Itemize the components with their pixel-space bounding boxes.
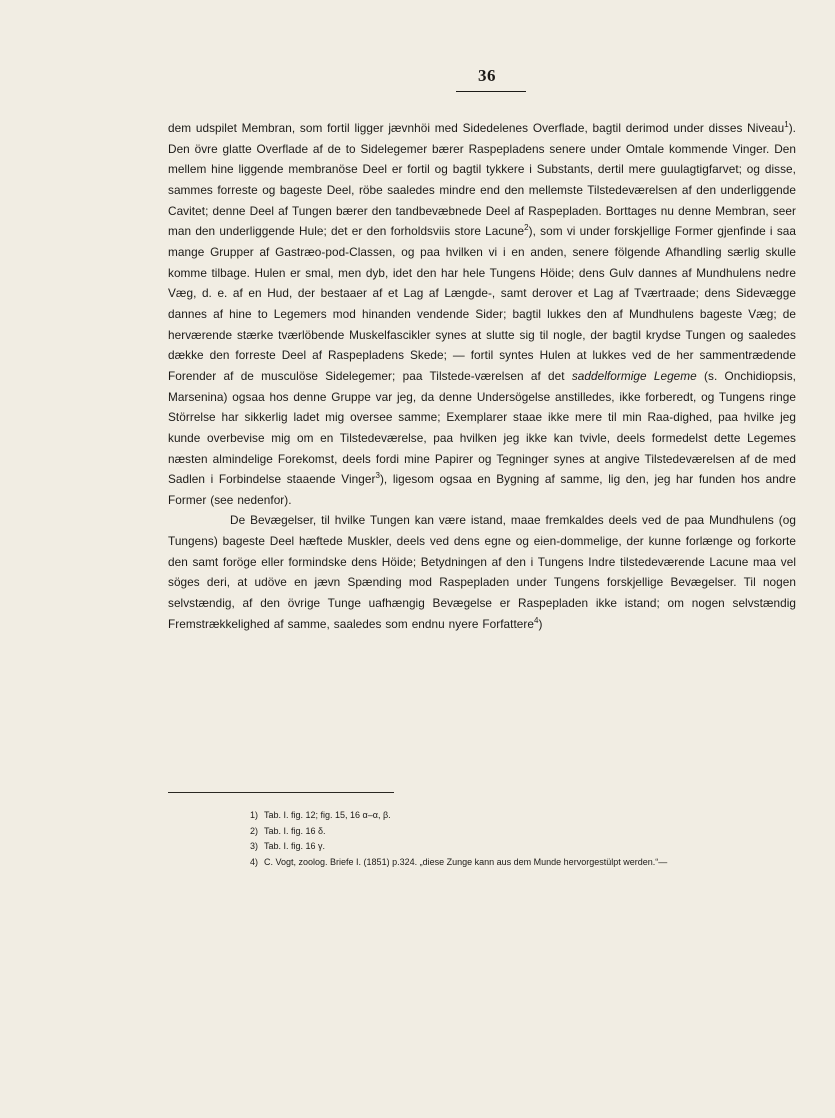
footnote-mark: 1) [250,810,259,820]
emphasis-term: saddelformige Legeme [571,368,697,383]
footnote-text: Tab. I. fig. 16 γ. [264,841,326,852]
paragraph-2 [168,510,796,634]
footnote-ref-4: 4 [534,615,539,625]
footnote-3 [250,839,810,855]
footnote-1 [250,808,810,824]
text-run: ), som vi under forskjellige Former gjenfinde i saa mange Grupper af Gastræo-pod-Classen, og paa hvilken vi i en anden, senere fölgende Afhandling særlig skulle komme tilbage. Hulen er smal, men dyb, idet den har hele Tungens Höide; dens Gulv dannes af Mundhulens nedre Væg, d. e. af en Hud, der bestaaer af et Lag af Længde-, samt derover et Lag af Tværtraade; dens Sidevægge dannes af hine to Legemers mod hinanden vendende Sider; bagtil lukkes den af Mundhulens bageste Væg; de herværende stærke tværlöbende Muskelfascikler synes at slutte sig til nogle, der bagtil krydse Tungen og saaledes dække den forreste Deel af Raspepladens Skede; — fortil syntes Hulen at lukkes ved de her sammentrædende Forender af de musculöse Sidelegemer; paa Tilstede-værelsen af det [168,224,796,383]
footnote-ref-3: 3 [375,471,380,481]
footnote-text: Tab. I. fig. 16 δ. [264,825,326,836]
text-run: ), ligesom ogsaa en Bygning af samme, lig den, jeg har funden hos andre Former (see nedenfor). [168,472,797,507]
paragraph-1 [168,118,796,510]
page-number: 36 [478,66,496,85]
text-run: (s. Onchidiopsis, Marsenina) ogsaa hos denne Gruppe var jeg, da denne Undersögelse anstilledes, ikke forberedt, og Tungens ringe Störrelse har sikkerlig ladet mig oversee samme; Exemplarer staae ikke mere til min Raa-dighed, paa hvilke jeg kunde overbevise mig om en Tilstedeværelse, paa hvilken jeg ikke kan tvivle, deels formedelst dette Legemes næsten almindelige Forekomst, deels fordi mine Papirer og Tegninger synes at angive Tilstedeværelsen af de med Sadlen i Forbindelse staaende Vinger [168,368,797,487]
footnotes [250,808,810,870]
text-run: ). Den övre glatte Overflade af de to Sidelegemer bærer Raspepladens senere under Omtale kommende Vinger. Den mellem hine liggende membranöse Deel er fortil og bagtil tykkere i Substants, dertil mere guulagtigfarvet; og disse, sammes forreste og bageste Deel, röbe saaledes mindre end den mellemste Tilstedeværelsen af den underliggende Cavitet; denne Deel af Tungen bærer den tandbevæbnede Deel af Raspepladen. Borttages nu denne Membran, seer man den underliggende Hule; det er den forholdsviis store Lacune [168,121,796,239]
footnote-4 [250,855,810,871]
footnote-mark: 4) [250,856,259,867]
footnote-ref-2: 2 [524,223,529,233]
main-text [168,118,796,634]
footnote-text: Tab. I. fig. 12; fig. 15, 16 α–α, β. [264,810,391,820]
text-run: De Bevægelser, til hvilke Tungen kan være istand, maae fremkaldes deels ved de paa Mundhulens (og Tungens) bageste Deel hæftede Muskler, deels ved dens egne og eien-dommelige, der kunne forlænge og forkorte den samt foröge eller formindske dens Höide; Betydningen af den i Tungens Indre tilstedeværende Lacune maa vel söges deri, at udöve en jævn Spænding mod Raspepladen under Tungens forskjellige Bevægelser. Til nogen selvstændig, af den övrige Tunge uafhængig Bevægelse er Raspepladen ikke istand; om nogen selvstændig Fremstrækkelighed af samme, saaledes som endnu nyere Forfattere [168,513,796,631]
footnote-2 [250,824,810,840]
text-run: ) [538,616,543,631]
footnote-text: C. Vogt, zoolog. Briefe I. (1851) p.324. „diese Zunge kann aus dem Munde hervorgestülpt werden.“— [264,856,668,867]
text-run: dem udspilet Membran, som fortil ligger jævnhöi med Sidedelenes Overflade, bagtil derimod under disses Niveau [168,121,785,135]
page-number-rule [456,91,526,92]
footnote-mark: 2) [250,825,259,836]
footnote-ref-1: 1 [784,120,789,129]
footnote-separator [168,792,394,793]
footnote-mark: 3) [250,841,259,852]
